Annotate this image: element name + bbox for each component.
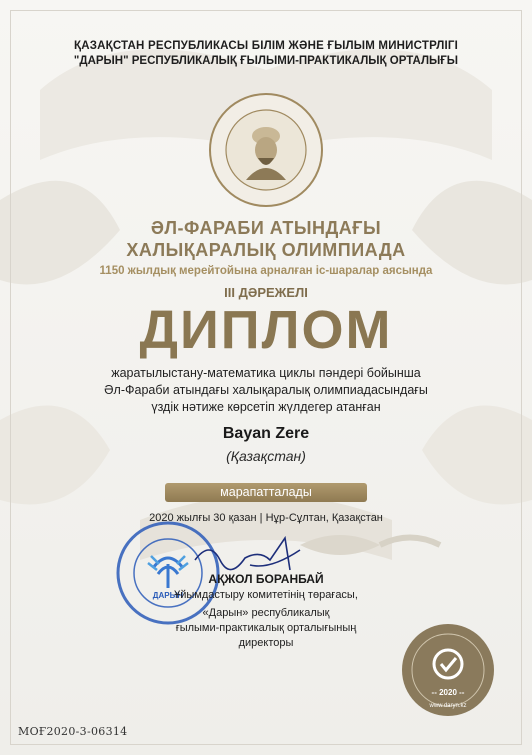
seal-year: -- 2020 --	[431, 688, 465, 697]
olympiad-subtitle: 1150 жылдық мерейтойына арналған іс-шаралар аясында	[99, 265, 433, 277]
diploma-degree: ІІІ ДӘРЕЖЕЛІ	[224, 285, 308, 300]
description-line-2: Әл-Фараби атындағы халықаралық олимпиадасындағы	[104, 383, 428, 397]
seal-url: www.daryn.kz	[429, 703, 467, 709]
description-line-1: жаратылыстану-математика циклы пәндері бойынша	[111, 366, 421, 380]
olympiad-emblem	[208, 92, 324, 208]
recipient-name: Bayan Zere	[222, 425, 310, 442]
ministry-line-1: ҚАЗАҚСТАН РЕСПУБЛИКАСЫ БІЛІМ ЖӘНЕ ҒЫЛЫМ МИНИСТРЛІГІ	[73, 40, 459, 52]
olympiad-title-line-1: ӘЛ-ФАРАБИ АТЫНДАҒЫ	[150, 218, 382, 238]
signatory-role-2: «Дарын» республикалық	[202, 607, 330, 619]
signatory-name: АҚЖОЛ БОРАНБАЙ	[208, 572, 324, 586]
signatory-role-3: ғылыми-практикалық орталығының	[175, 622, 357, 634]
awarded-badge: марапатталады	[165, 483, 367, 502]
description-line-3: үздік нәтиже көрсетіп жүлдегер атанған	[151, 400, 381, 414]
diploma-code: МОҒ2020-3-06314	[18, 725, 128, 738]
date-and-place: 2020 жылғы 30 қазан | Нұр-Сұлтан, Қазақстан	[149, 512, 383, 524]
recipient-country: (Қазақстан)	[226, 448, 306, 464]
signatory-role-1: Ұйымдастыру комитетінің төрағасы,	[174, 589, 358, 601]
diploma-heading: ДИПЛОМ	[139, 300, 393, 360]
stamp-center-text: ДАРЫН	[152, 591, 184, 600]
ministry-line-2: "ДАРЫН" РЕСПУБЛИКАЛЫҚ ҒЫЛЫМИ-ПРАКТИКАЛЫҚ ОРТАЛЫҒЫ	[73, 55, 459, 67]
signatory-role-4: директоры	[238, 637, 294, 649]
olympiad-title-line-2: ХАЛЫҚАРАЛЫҚ ОЛИМПИАДА	[126, 240, 406, 260]
